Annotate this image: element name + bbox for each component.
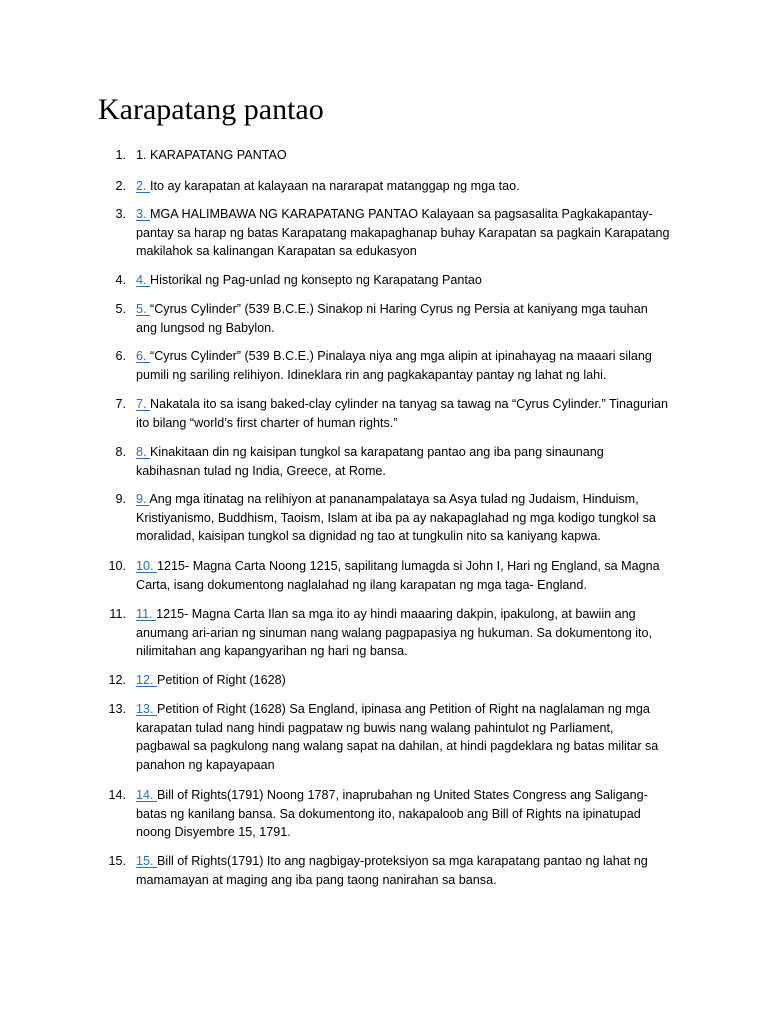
list-item-body: [136, 347, 670, 384]
list-item-body: [136, 205, 670, 261]
slide-reference-link[interactable]: 6.: [136, 349, 151, 363]
list-item-text: 1215- Magna Carta Noong 1215, sapilitang lumagda si John I, Hari ng England, sa Magna Carta, isang dokumentong naglalahad ng ilang karapatan ng mga taga- England.: [136, 559, 660, 592]
slide-reference-link[interactable]: 4.: [136, 273, 151, 287]
list-item-text: MGA HALIMBAWA NG KARAPATANG PANTAO Kalayaan sa pagsasalita Pagkakapantay- pantay sa harap ng batas Karapatang makapaghanap buhay Karapatan sa pagkain Karapatang makilahok sa kalinangan Karapatan sa edukasyon: [136, 207, 670, 259]
list-item-text: Ito ay karapatan at kalayaan na nararapat matanggap ng mga tao.: [150, 179, 520, 193]
slide-reference-link[interactable]: 13.: [136, 702, 158, 716]
list-item-body: [136, 146, 670, 165]
list-item-text: “Cyrus Cylinder” (539 B.C.E.) Pinalaya niya ang mga alipin at ipinahayag na maaari silang pumili ng sariling relihiyon. Idineklara rin ang pagkakapantay pantay ng lahat ng lahi.: [136, 349, 652, 382]
list-item-text: Petition of Right (1628) Sa England, ipinasa ang Petition of Right na naglalaman ng mga karapatan tulad nang hindi pagpataw ng buwis nang walang pahintulot ng Parliament, pagbawal sa pagkulong nang walang sapat na dahilan, at hindi pagdeklara ng batas militar sa panahon ng kapayapaan: [136, 702, 659, 772]
list-item-number: 6.: [115, 349, 126, 363]
list-item-text: Ang mga itinatag na relihiyon at pananampalataya sa Asya tulad ng Judaism, Hinduism, Kristiyanismo, Buddhism, Taoism, Islam at iba pa ay nakapaglahad ng mga kodigo tungkol sa moralidad, kaisipan tungkol sa dignidad ng tao at tungkulin nito sa kaniyang kapwa.: [136, 492, 656, 544]
list-item-body: [136, 443, 670, 480]
list-item-body: [136, 300, 670, 337]
list-item-text: Nakatala ito sa isang baked-clay cylinder na tanyag sa tawag na “Cyrus Cylinder.” Tinagurian ito bilang “world’s first charter of human rights.”: [136, 397, 669, 430]
list-item-body: [136, 852, 670, 889]
list-item-text: “Cyrus Cylinder” (539 B.C.E.) Sinakop ni Haring Cyrus ng Persia at kaniyang mga tauhan ang lungsod ng Babylon.: [136, 302, 648, 335]
slide-reference-link[interactable]: 7.: [136, 397, 151, 411]
list-item-number: 11.: [109, 607, 126, 621]
list-item-text: Petition of Right (1628): [157, 673, 286, 687]
list-item-number: 8.: [115, 445, 126, 459]
list-item-number: 12.: [108, 673, 126, 687]
slide-reference-link[interactable]: 15.: [136, 854, 158, 868]
slide-reference-link[interactable]: 3.: [136, 207, 151, 221]
list-item-number: 10.: [108, 559, 126, 573]
slide-reference-link[interactable]: 10.: [136, 559, 158, 573]
list-item-body: [136, 395, 670, 432]
list-item-text: Bill of Rights(1791) Noong 1787, inaprubahan ng United States Congress ang Saligang-batas ng kanilang bansa. Sa dokumentong ito, nakapaloob ang Bill of Rights na ipinatupad noong Disyembre 15, 1791.: [136, 788, 648, 840]
list-item-body: [136, 671, 670, 690]
list-item-text: Bill of Rights(1791) Ito ang nagbigay-proteksiyon sa mga karapatang pantao ng lahat ng mamamayan at maging ang iba pang taong nanirahan sa bansa.: [136, 854, 648, 887]
list-item-body: [136, 700, 670, 774]
list-item-body: [136, 177, 670, 196]
slide-reference-link[interactable]: 12.: [136, 673, 158, 687]
slide-reference-link[interactable]: 14.: [136, 788, 158, 802]
list-item-body: [136, 557, 670, 594]
list-item-number: 2.: [115, 179, 126, 193]
list-item-number: 15.: [108, 854, 126, 868]
list-item-body: [136, 271, 670, 290]
list-item-number: 3.: [115, 207, 126, 221]
list-item-text: 1. KARAPATANG PANTAO: [136, 148, 287, 162]
list-item-number: 14.: [108, 788, 126, 802]
list-item-number: 7.: [115, 397, 126, 411]
slide-reference-link[interactable]: 2.: [136, 179, 151, 193]
list-item-text: Historikal ng Pag-unlad ng konsepto ng Karapatang Pantao: [150, 273, 482, 287]
list-item-number: 9.: [115, 492, 126, 506]
slide-reference-link[interactable]: 5.: [136, 302, 151, 316]
list-item-body: [136, 786, 670, 842]
list-item-number: 1.: [115, 148, 126, 162]
list-item-number: 13.: [108, 702, 126, 716]
list-item-number: 5.: [115, 302, 126, 316]
document-title: Karapatang pantao: [98, 93, 324, 126]
list-item-text: 1215- Magna Carta Ilan sa mga ito ay hindi maaaring dakpin, ipakulong, at bawiin ang anumang ari-arian ng sinuman nang walang pagpapasiya ng hukuman. Sa dokumentong ito, nilimitahan ang kapangyarihan ng hari ng bansa.: [136, 607, 652, 659]
slide-reference-link[interactable]: 11.: [136, 607, 157, 621]
list-item-number: 4.: [115, 273, 126, 287]
list-item-text: Kinakitaan din ng kaisipan tungkol sa karapatang pantao ang iba pang sinaunang kabihasnan tulad ng India, Greece, at Rome.: [136, 445, 604, 478]
list-item-body: [136, 490, 670, 546]
slide-reference-link[interactable]: 9.: [136, 492, 150, 506]
slide-reference-link[interactable]: 8.: [136, 445, 151, 459]
list-item-body: [136, 605, 670, 661]
